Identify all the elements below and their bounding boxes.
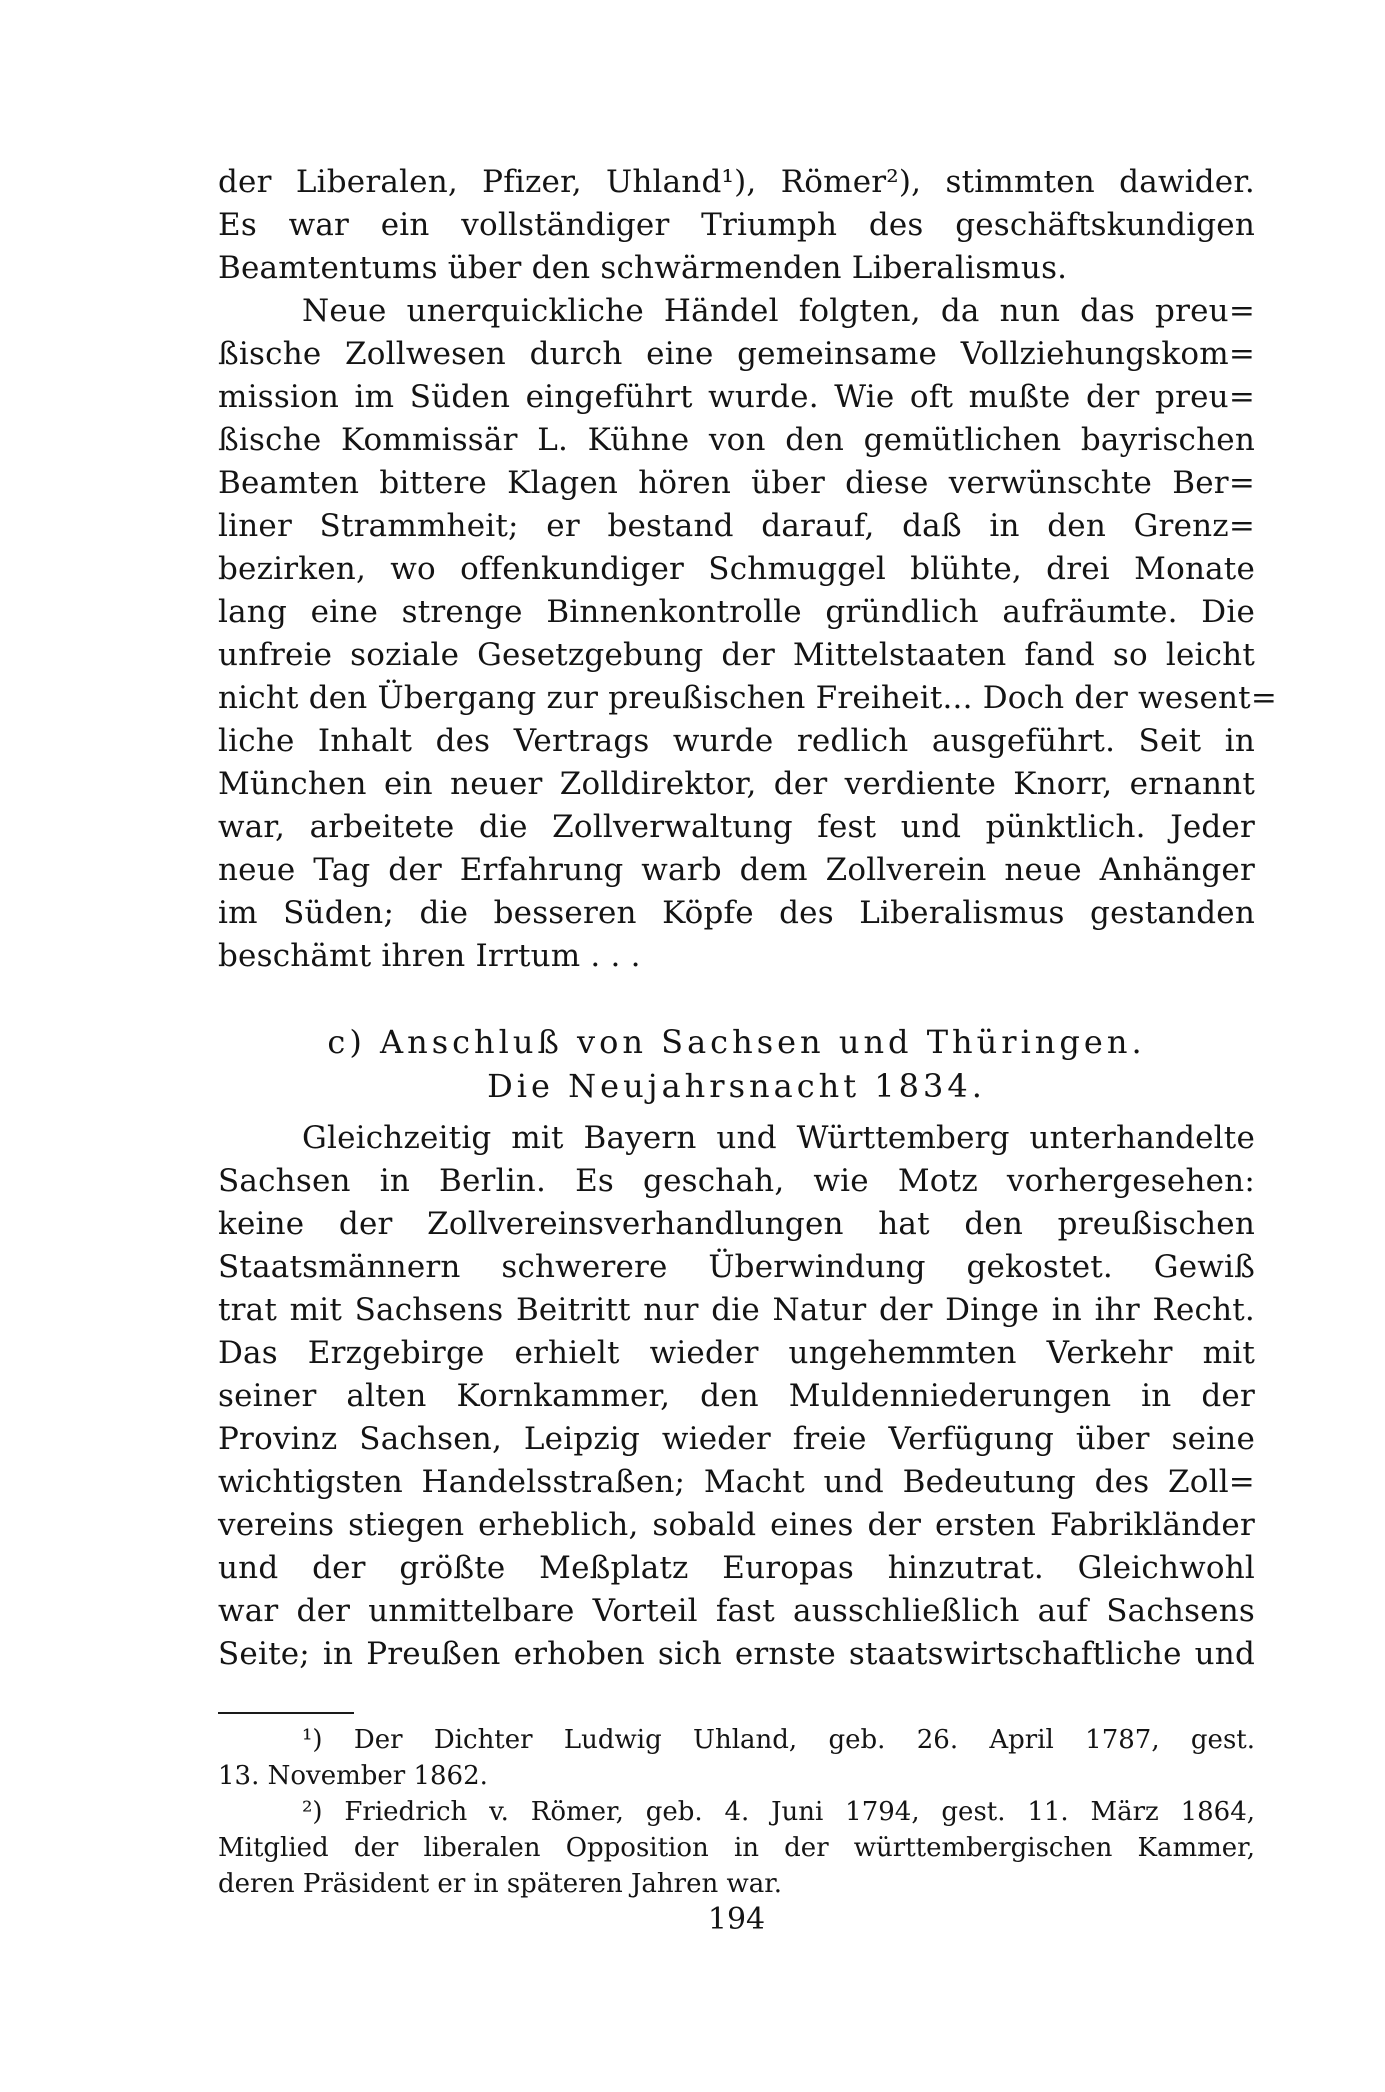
text-line: neue Tag der Erfahrung warb dem Zollverein neue Anhänger <box>218 852 1255 888</box>
text-line: der Liberalen, Pfizer, Uhland¹), Römer²), stimmten dawider. <box>218 164 1255 200</box>
text-line: liche Inhalt des Vertrags wurde redlich ausgeführt. Seit in <box>218 723 1255 759</box>
section-subheading: Die Neujahrsnacht 1834. <box>487 1067 986 1105</box>
text-line: unfreie soziale Gesetzgebung der Mittelstaaten fand so leicht <box>218 637 1255 673</box>
text-line: Das Erzgebirge erhielt wieder ungehemmten Verkehr mit <box>218 1335 1255 1371</box>
text-line: Seite; in Preußen erhoben sich ernste staatswirtschaftliche und <box>218 1636 1255 1672</box>
text-line: seiner alten Kornkammer, den Muldenniederungen in der <box>218 1378 1255 1414</box>
text-line: mission im Süden eingeführt wurde. Wie oft mußte der preu= <box>218 379 1255 415</box>
text-line: nicht den Übergang zur preußischen Freiheit... Doch der wesent= <box>218 680 1278 716</box>
text-line: war der unmittelbare Vorteil fast ausschließlich auf Sachsens <box>218 1593 1255 1629</box>
text-line: Provinz Sachsen, Leipzig wieder freie Verfügung über seine <box>218 1421 1255 1457</box>
footnote-line: ¹) Der Dichter Ludwig Uhland, geb. 26. April 1787, gest. <box>302 1725 1255 1755</box>
text-line: ßische Kommissär L. Kühne von den gemütlichen bayrischen <box>218 422 1255 458</box>
text-line: lang eine strenge Binnenkontrolle gründlich aufräumte. Die <box>218 594 1255 630</box>
text-line: trat mit Sachsens Beitritt nur die Natur der Dinge in ihr Recht. <box>218 1292 1255 1328</box>
text-line: Staatsmännern schwerere Überwindung gekostet. Gewiß <box>218 1249 1255 1285</box>
text-line: Beamten bittere Klagen hören über diese verwünschte Ber= <box>218 465 1255 501</box>
text-line: beschämt ihren Irrtum . . . <box>218 938 641 974</box>
section-heading: c) Anschluß von Sachsen und Thüringen. <box>327 1023 1146 1061</box>
text-line: war, arbeitete die Zollverwaltung fest und pünktlich. Jeder <box>218 809 1255 845</box>
text-line: keine der Zollvereinsverhandlungen hat den preußischen <box>218 1206 1255 1242</box>
text-line: wichtigsten Handelsstraßen; Macht und Bedeutung des Zoll= <box>218 1464 1255 1500</box>
text-line: Beamtentums über den schwärmenden Liberalismus. <box>218 250 1068 286</box>
footnote-line: 13. November 1862. <box>218 1761 488 1791</box>
text-line: ßische Zollwesen durch eine gemeinsame Vollziehungskom= <box>218 336 1255 372</box>
page-number: 194 <box>707 1902 766 1937</box>
text-line: Es war ein vollständiger Triumph des geschäftskundigen <box>218 207 1255 243</box>
text-line: liner Strammheit; er bestand darauf, daß in den Grenz= <box>218 508 1255 544</box>
text-line: Neue unerquickliche Händel folgten, da nun das preu= <box>302 293 1255 329</box>
text-line: im Süden; die besseren Köpfe des Liberalismus gestanden <box>218 895 1255 931</box>
text-line: München ein neuer Zolldirektor, der verdiente Knorr, ernannt <box>218 766 1255 802</box>
text-line: Sachsen in Berlin. Es geschah, wie Motz vorhergesehen: <box>218 1163 1255 1199</box>
footnote-line: ²) Friedrich v. Römer, geb. 4. Juni 1794, gest. 11. März 1864, <box>302 1797 1255 1827</box>
text-line: Gleichzeitig mit Bayern und Württemberg unterhandelte <box>302 1120 1255 1156</box>
text-line: vereins stiegen erheblich, sobald eines der ersten Fabrikländer <box>218 1507 1255 1543</box>
footnote-line: deren Präsident er in späteren Jahren war. <box>218 1869 783 1899</box>
footnote-divider <box>218 1712 354 1714</box>
text-line: bezirken, wo offenkundiger Schmuggel blühte, drei Monate <box>218 551 1255 587</box>
footnote-line: Mitglied der liberalen Opposition in der württembergischen Kammer, <box>218 1833 1255 1863</box>
text-line: und der größte Meßplatz Europas hinzutrat. Gleichwohl <box>218 1550 1255 1586</box>
